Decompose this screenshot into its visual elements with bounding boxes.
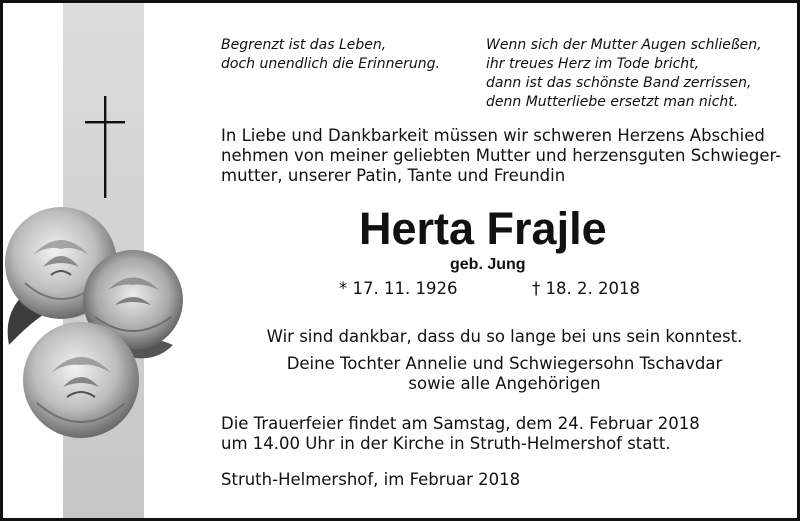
intro-paragraph [221,126,781,186]
maiden-name: geb. Jung [450,256,526,273]
funeral-line: um 14.00 Uhr in der Kirche in Struth-Helmershof statt. [221,434,671,453]
family-block [221,354,788,394]
intro-line: nehmen von meiner geliebten Mutter und herzensguten Schwieger- [221,146,782,165]
funeral-line: Die Trauerfeier findet am Samstag, dem 24. Februar 2018 [221,414,700,433]
roses-image [3,205,183,465]
deceased-name: Herta Frajle [359,203,607,254]
funeral-info [221,414,700,454]
birth-date: * 17. 11. 1926 [339,279,458,298]
place-date: Struth-Helmershof, im Februar 2018 [221,470,521,489]
family-line: sowie alle Angehörigen [408,374,601,393]
quote-right-line: ihr treues Herz im Tode bricht, [486,56,700,72]
quote-left-line: doch unendlich die Erinnerung. [221,56,440,72]
intro-line: In Liebe und Dankbarkeit müssen wir schweren Herzens Abschied [221,126,765,145]
quote-right-line: dann ist das schönste Band zerrissen, [486,75,752,91]
quote-right-line: Wenn sich der Mutter Augen schließen, [486,37,762,53]
quote-right-line: denn Mutterliebe ersetzt man nicht. [486,94,739,110]
intro-line: mutter, unserer Patin, Tante und Freundin [221,166,566,185]
family-line: Deine Tochter Annelie und Schwiegersohn Tschavdar [286,354,723,373]
quote-left [221,36,440,74]
thanks-line: Wir sind dankbar, dass du so lange bei uns sein konntest. [266,327,743,346]
cross-icon [85,96,125,198]
quote-right [486,36,762,112]
death-date: † 18. 2. 2018 [532,279,640,298]
quote-left-line: Begrenzt ist das Leben, [221,37,387,53]
